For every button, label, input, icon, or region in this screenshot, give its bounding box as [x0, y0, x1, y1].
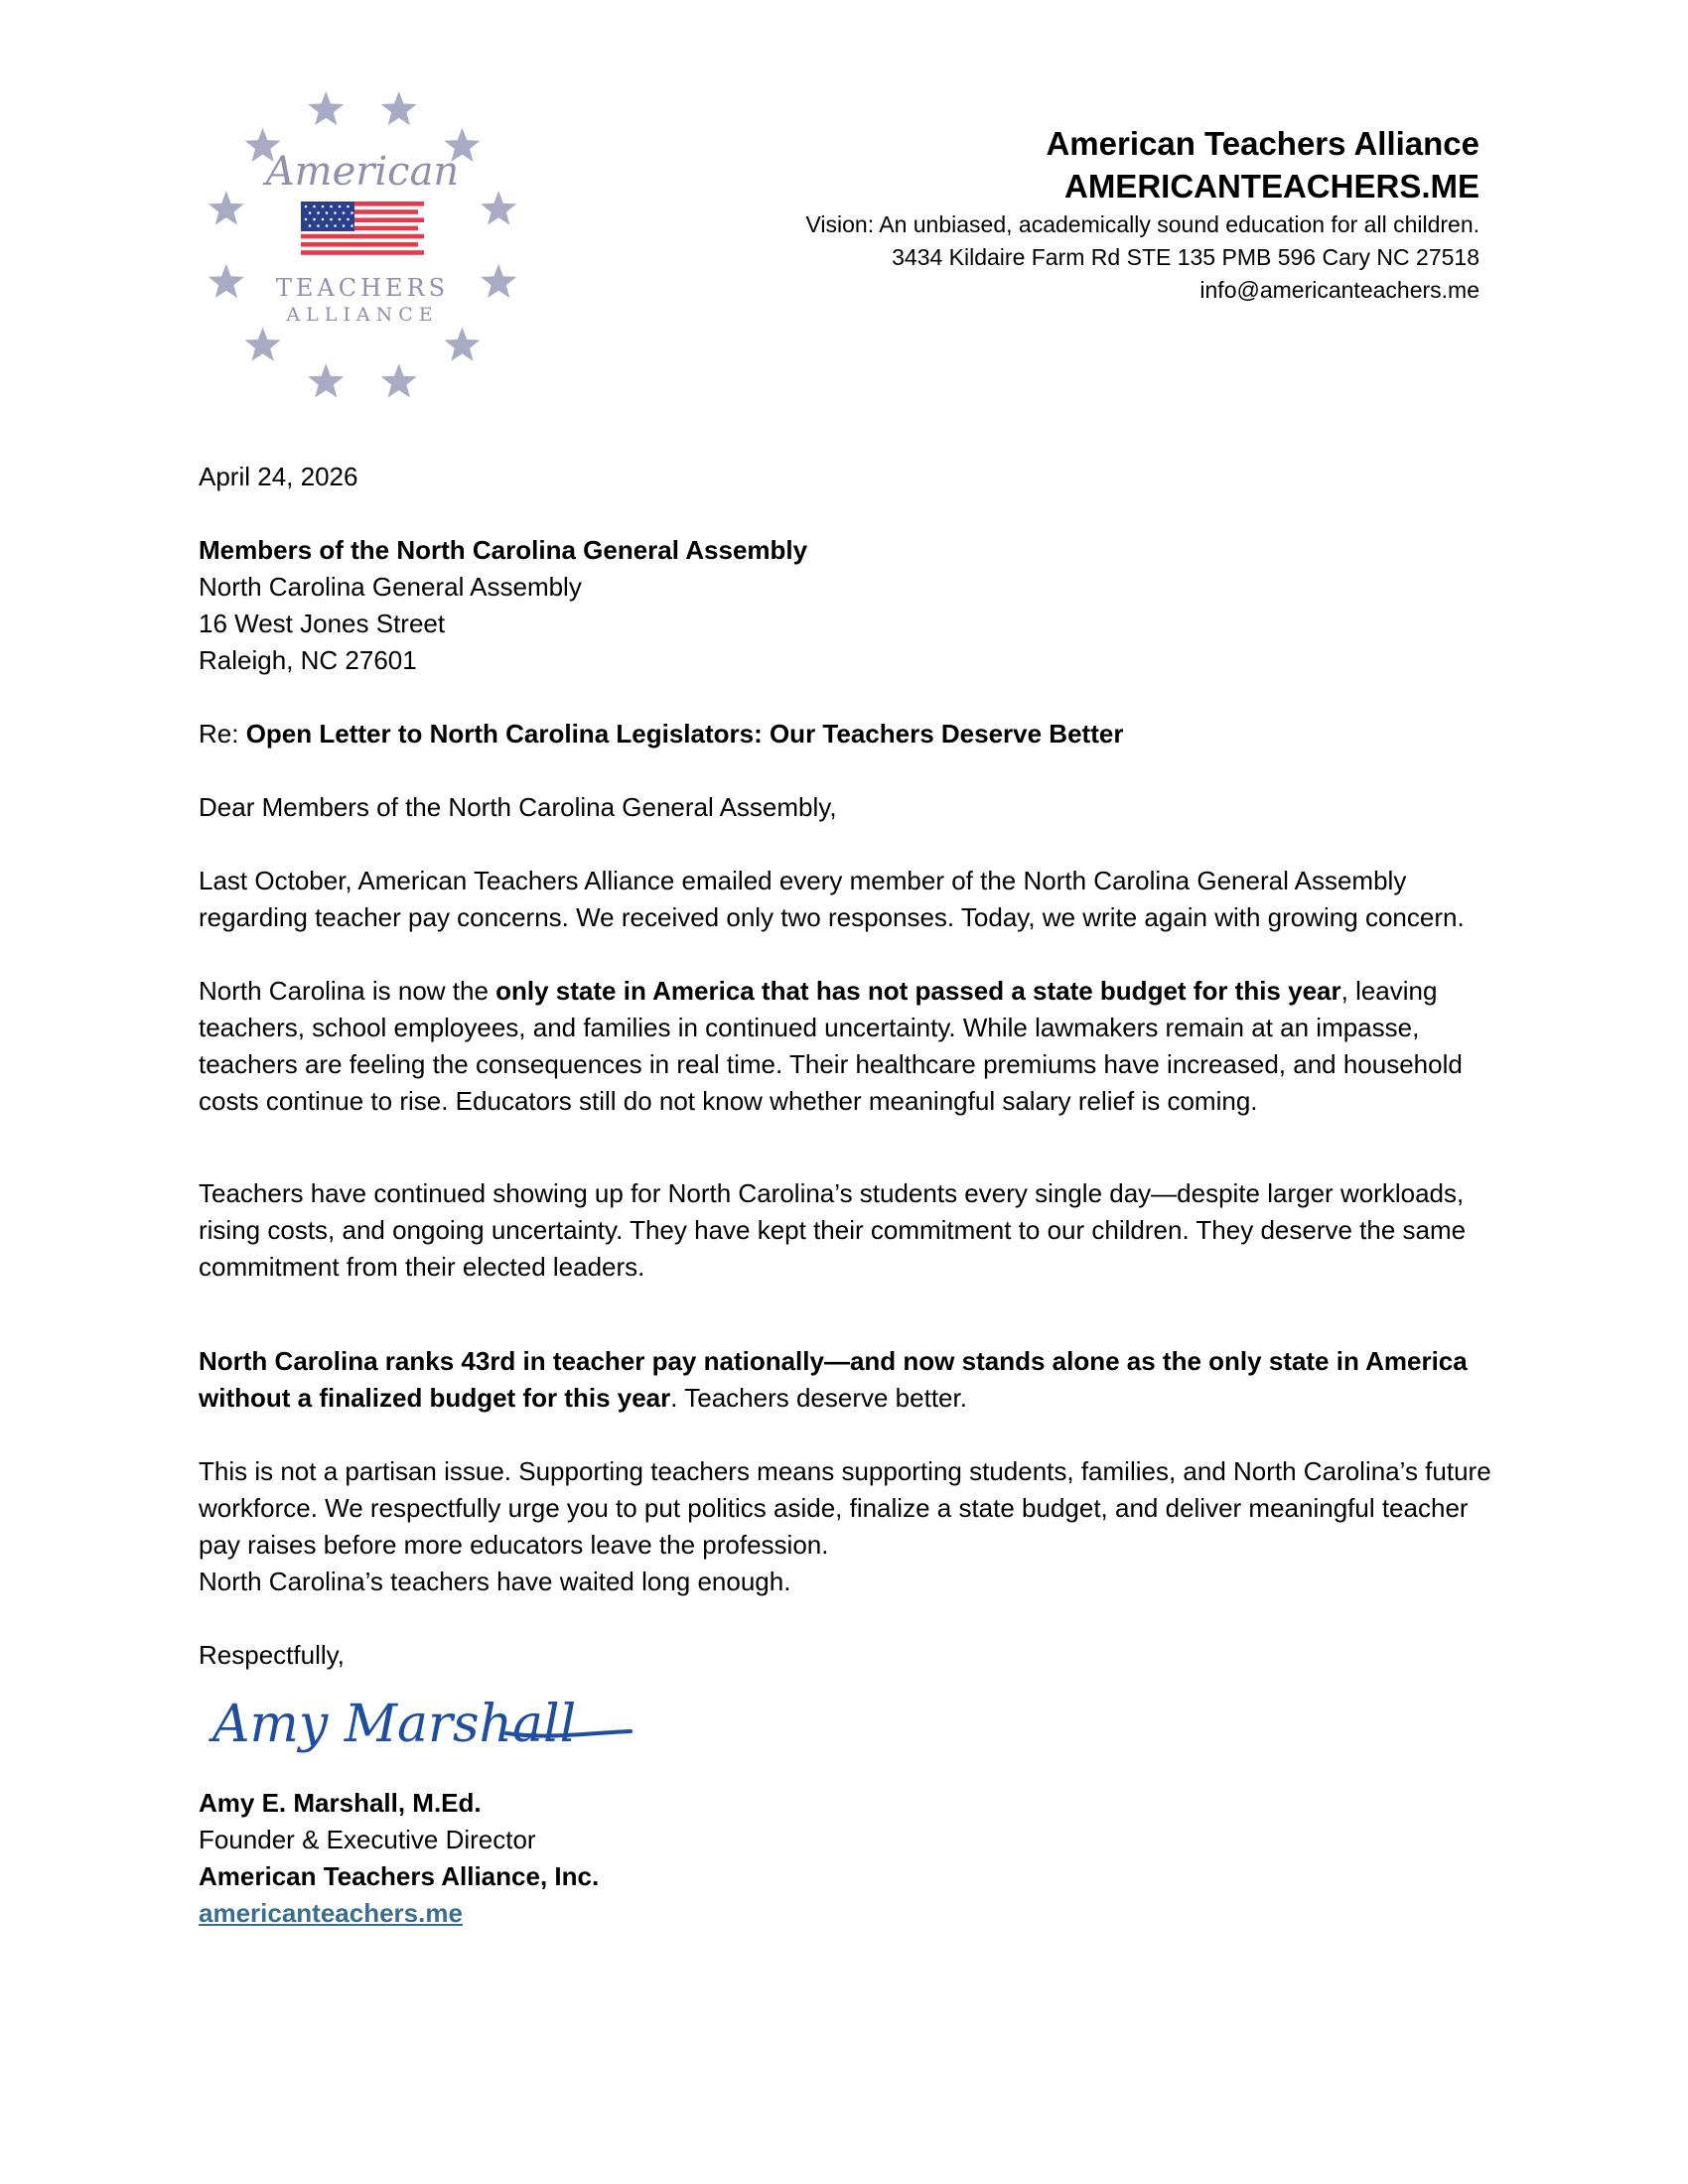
subject-text: Open Letter to North Carolina Legislators: Our Teachers Deserve Better: [245, 719, 1124, 749]
logo-star-icon: [481, 264, 516, 298]
signer-organization: American Teachers Alliance, Inc.: [199, 1861, 600, 1891]
closing: Respectfully,: [199, 1640, 345, 1670]
website-link[interactable]: americanteachers.me: [199, 1898, 463, 1928]
paragraph-4-bold: North Carolina ranks 43rd in teacher pay nationally—and now stands alone as the only state in America without a finalized budget for this year: [199, 1346, 1468, 1413]
paragraph-2: [199, 973, 1499, 1120]
salutation: Dear Members of the North Carolina General Assembly,: [199, 792, 837, 822]
logo-star-icon: [481, 191, 516, 224]
logo-star-icon: [245, 327, 281, 360]
logo-script-american: American: [265, 149, 460, 195]
paragraph-2-bold: only state in America that has not passed a state budget for this year: [495, 976, 1341, 1006]
org-address: 3434 Kildaire Farm Rd STE 135 PMB 596 Cary NC 27518: [892, 244, 1479, 270]
logo-flag: [301, 202, 424, 257]
letter-body: [199, 459, 1499, 1932]
logo-star-icon: [209, 264, 244, 298]
american-teachers-alliance-logo: [204, 87, 521, 405]
signer-block: [199, 1785, 1499, 1932]
org-email: info@americanteachers.me: [1199, 277, 1479, 303]
paragraph-2-end: , leaving teachers, school employees, and families in continued uncertainty. While lawmakers remain at an impasse, teachers are feeling the consequences in real time. Their healthcare premiums have increased, and household costs continue to rise. Educators still do not know whether meaningful salary relief is coming.: [199, 976, 1463, 1116]
subject-line: [199, 716, 1499, 752]
logo-star-icon: [381, 91, 417, 125]
org-name: American Teachers Alliance: [1046, 125, 1479, 162]
signer-name: Amy E. Marshall, M.Ed.: [199, 1788, 482, 1818]
recipient-line-1: Members of the North Carolina General Assembly: [199, 535, 808, 565]
paragraph-1: Last October, American Teachers Alliance emailed every member of the North Carolina General Assembly regarding teacher pay concerns. We received only two responses. Today, we write again with growing concern.: [199, 866, 1465, 932]
paragraph-5-text: This is not a partisan issue. Supporting teachers means supporting students, families, and North Carolina’s future workforce. We respectfully urge you to put politics aside, finalize a state budget, and deliver meaningful teacher pay raises before more educators leave the profession.: [199, 1456, 1491, 1560]
recipient-line-2: North Carolina General Assembly: [199, 572, 582, 602]
paragraph-4-end: . Teachers deserve better.: [670, 1383, 967, 1413]
recipient-block: [199, 532, 1499, 679]
logo-star-icon: [308, 91, 344, 125]
paragraph-5: [199, 1453, 1499, 1600]
logo-star-icon: [444, 327, 480, 360]
recipient-line-4: Raleigh, NC 27601: [199, 645, 417, 675]
paragraph-5-last-line: North Carolina’s teachers have waited long enough.: [199, 1567, 791, 1596]
logo-star-icon: [209, 191, 244, 224]
recipient-line-3: 16 West Jones Street: [199, 609, 446, 638]
signature-glyphs: Amy Marshall: [212, 1695, 577, 1754]
logo-star-icon: [308, 363, 344, 397]
signer-title: Founder & Executive Director: [199, 1825, 536, 1854]
paragraph-3: Teachers have continued showing up for North Carolina’s students every single day—despite larger workloads, rising costs, and ongoing uncertainty. They have kept their commitment to our children. They deserve the same commitment from their elected leaders.: [199, 1178, 1467, 1282]
letterhead: [806, 123, 1480, 307]
paragraph-2-start: North Carolina is now the: [199, 976, 496, 1006]
letter-date: April 24, 2026: [199, 462, 358, 491]
subject-prefix: Re:: [199, 719, 246, 749]
paragraph-4: [199, 1343, 1499, 1417]
logo-word-alliance: ALLIANCE: [286, 304, 439, 326]
org-vision: Vision: An unbiased, academically sound education for all children.: [805, 211, 1479, 237]
logo-star-icon: [381, 363, 417, 397]
handwritten-signature: [209, 1682, 635, 1773]
logo-word-teachers: TEACHERS: [275, 274, 450, 302]
org-website: AMERICANTEACHERS.ME: [1063, 168, 1479, 205]
